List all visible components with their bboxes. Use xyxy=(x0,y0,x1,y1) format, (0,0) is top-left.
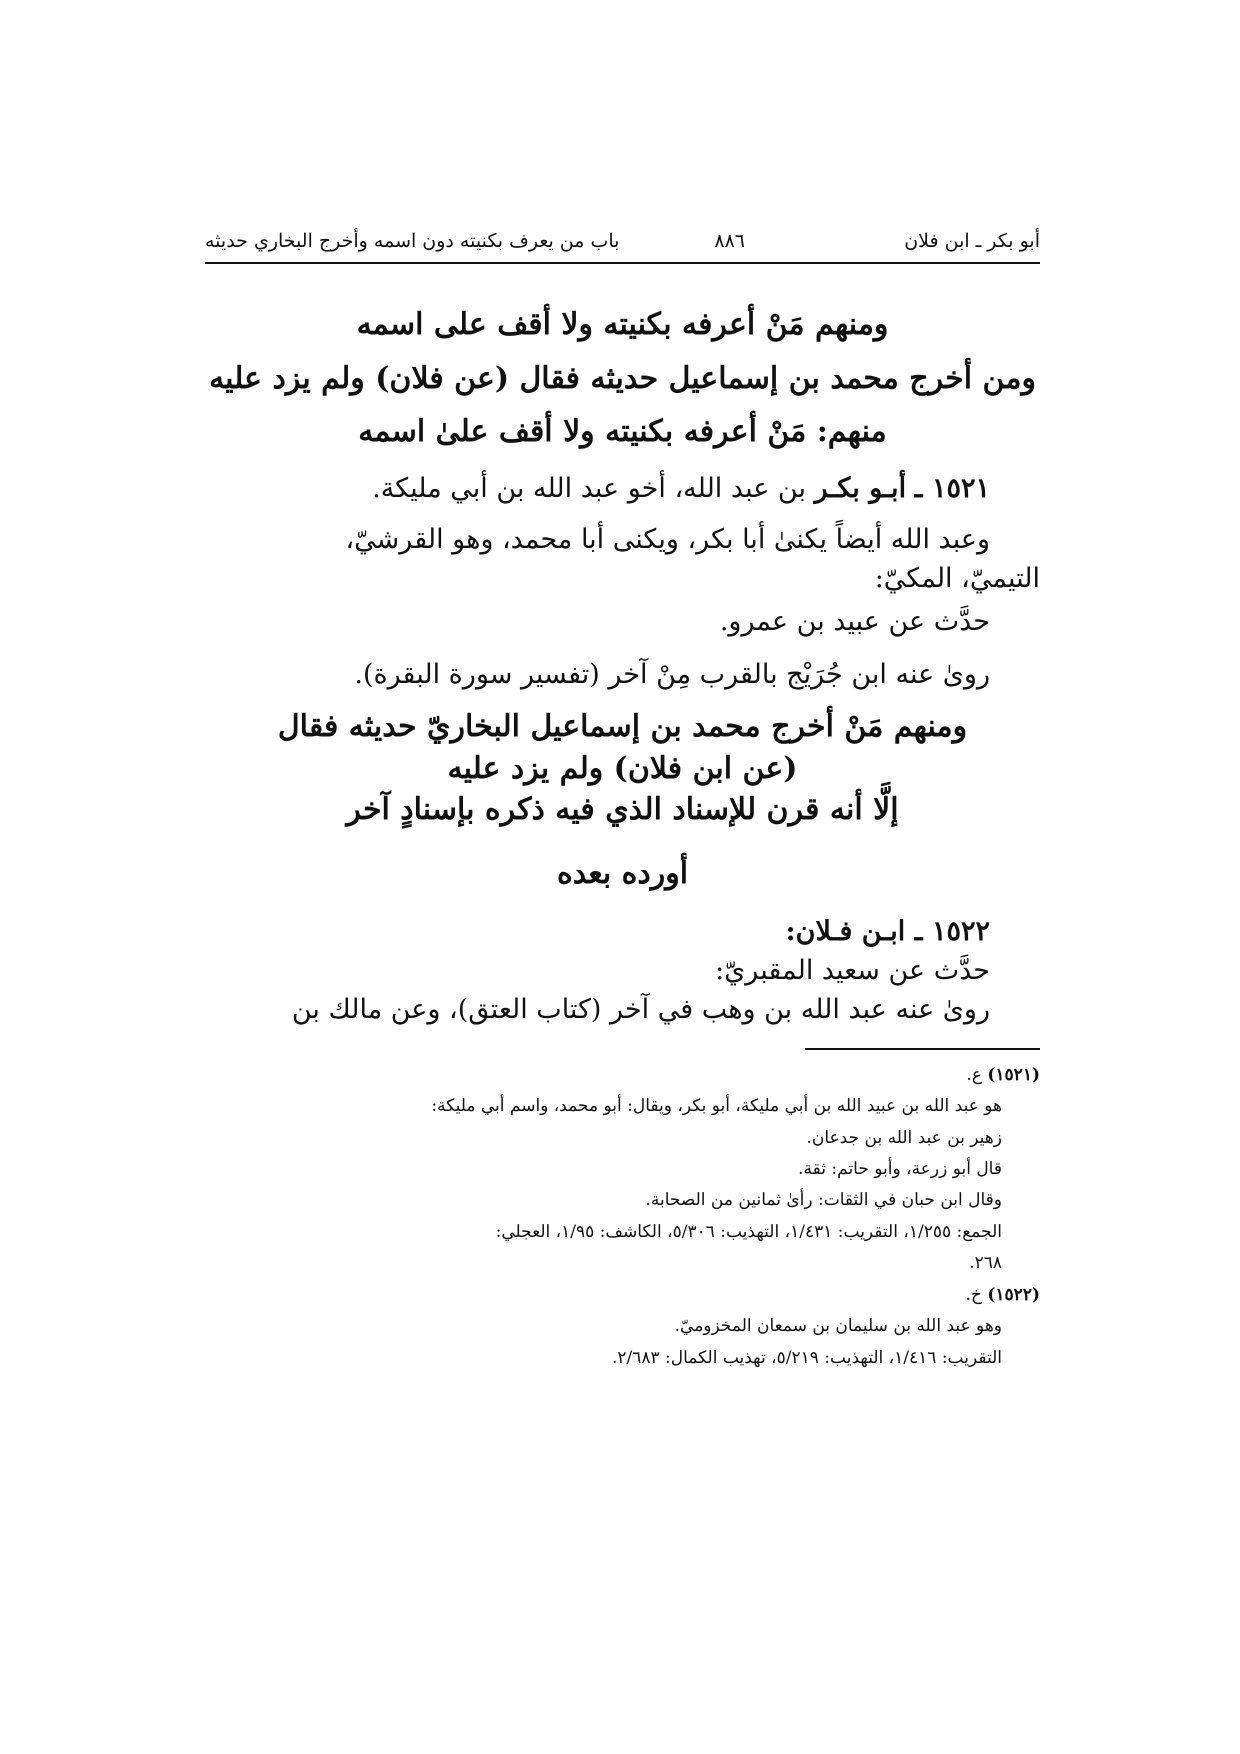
footnote-text: وهو عبد الله بن سليمان بن سمعان المخزوميّ. xyxy=(674,1316,1002,1337)
running-head-chapter: باب من يعرف بكنيته دون اسمه وأخرج البخاري حديثه xyxy=(205,230,620,252)
book-page xyxy=(205,222,1040,1374)
running-head-entries: أبو بكر ـ ابن فلان xyxy=(904,230,1040,252)
entry-description: بن عبد الله، أخو عبد الله بن أبي مليكة. xyxy=(372,472,815,504)
page-number: ٨٨٦ xyxy=(714,230,745,252)
entry-1522-title: ١٥٢٢ ـ ابـن فـلان: xyxy=(785,916,990,948)
entry-1521-title xyxy=(205,469,1040,508)
entry-1522-narrated-by: روىٰ عنه عبد الله بن وهب في آخر (كتاب العتق)، وعن مالك بن xyxy=(291,994,990,1026)
entry-1521-narrated-by: روىٰ عنه ابن جُرَيْج بالقرب مِنْ آخر (تفسير سورة البقرة). xyxy=(354,659,990,691)
entry-1521-bio: وعبد الله أيضاً يكنىٰ أبا بكر، ويكنى أبا محمد، وهو القرشيّ، xyxy=(345,523,990,555)
running-head xyxy=(205,222,1040,264)
footnote-text: الجمع: ١/٢٥٥، التقريب: ١/٤٣١، التهذيب: ٥/٣٠٦، الكاشف: ١/٩٥، العجلي: xyxy=(495,1221,1002,1242)
entry-1521-bio: التيميّ، المكيّ: xyxy=(874,562,1040,594)
section-heading-line: منهم: مَنْ أعرفه بكنيته ولا أقف علىٰ اسمه xyxy=(358,414,887,449)
footnote-text: وقال ابن حبان في الثقات: رأىٰ ثمانين من الصحابة. xyxy=(645,1190,1002,1211)
footnote-1521-label xyxy=(205,1060,1040,1091)
footnote-text: زهير بن عبد الله بن جدعان. xyxy=(806,1127,1002,1148)
section-heading-line: أورده بعده xyxy=(556,855,689,891)
section-heading-line: (عن ابن فلان) ولم يزد عليه xyxy=(447,750,798,786)
entry-number: ١٥٢١ ـ xyxy=(914,472,990,504)
entry-1522-narrated-from: حدَّث عن سعيد المقبريّ: xyxy=(715,955,990,987)
section-heading-line: ومنهم مَنْ أخرج محمد بن إسماعيل البخاريّ حديثه فقال xyxy=(277,709,968,745)
footnote-1522-label xyxy=(205,1280,1040,1311)
footnote-code: خ. xyxy=(965,1284,988,1305)
entry-1521-narrated-from: حدَّث عن عبيد بن عمرو. xyxy=(719,605,990,637)
footnote-text: قال أبو زرعة، وأبو حاتم: ثقة. xyxy=(798,1158,1002,1179)
section-heading-line: ومنهم مَنْ أعرفه بكنيته ولا أقف على اسمه xyxy=(356,307,889,342)
footnote-number: (١٥٢١) xyxy=(987,1064,1040,1085)
entry-name: أبـو بكـر xyxy=(814,472,907,504)
footnote-separator xyxy=(805,1048,1040,1050)
footnote-number: (١٥٢٢) xyxy=(987,1284,1040,1305)
footnote-text: ٢٦٨. xyxy=(969,1253,1002,1274)
footnote-text: هو عبد الله بن عبيد الله بن أبي مليكة، أبو بكر، ويقال: أبو محمد، واسم أبي مليكة: xyxy=(431,1096,1002,1117)
footnote-text: التقريب: ١/٤١٦، التهذيب: ٥/٢١٩، تهذيب الكمال: ٢/٦٨٣. xyxy=(611,1347,1002,1368)
section-heading-line: إلَّا أنه قرن للإسناد الذي فيه ذكره بإسنادٍ آخر xyxy=(346,792,899,828)
footnote-code: ع. xyxy=(966,1064,988,1085)
footnotes xyxy=(205,1060,1040,1374)
section-heading-line: ومن أخرج محمد بن إسماعيل حديثه فقال (عن فلان) ولم يزد عليه xyxy=(209,360,1036,396)
